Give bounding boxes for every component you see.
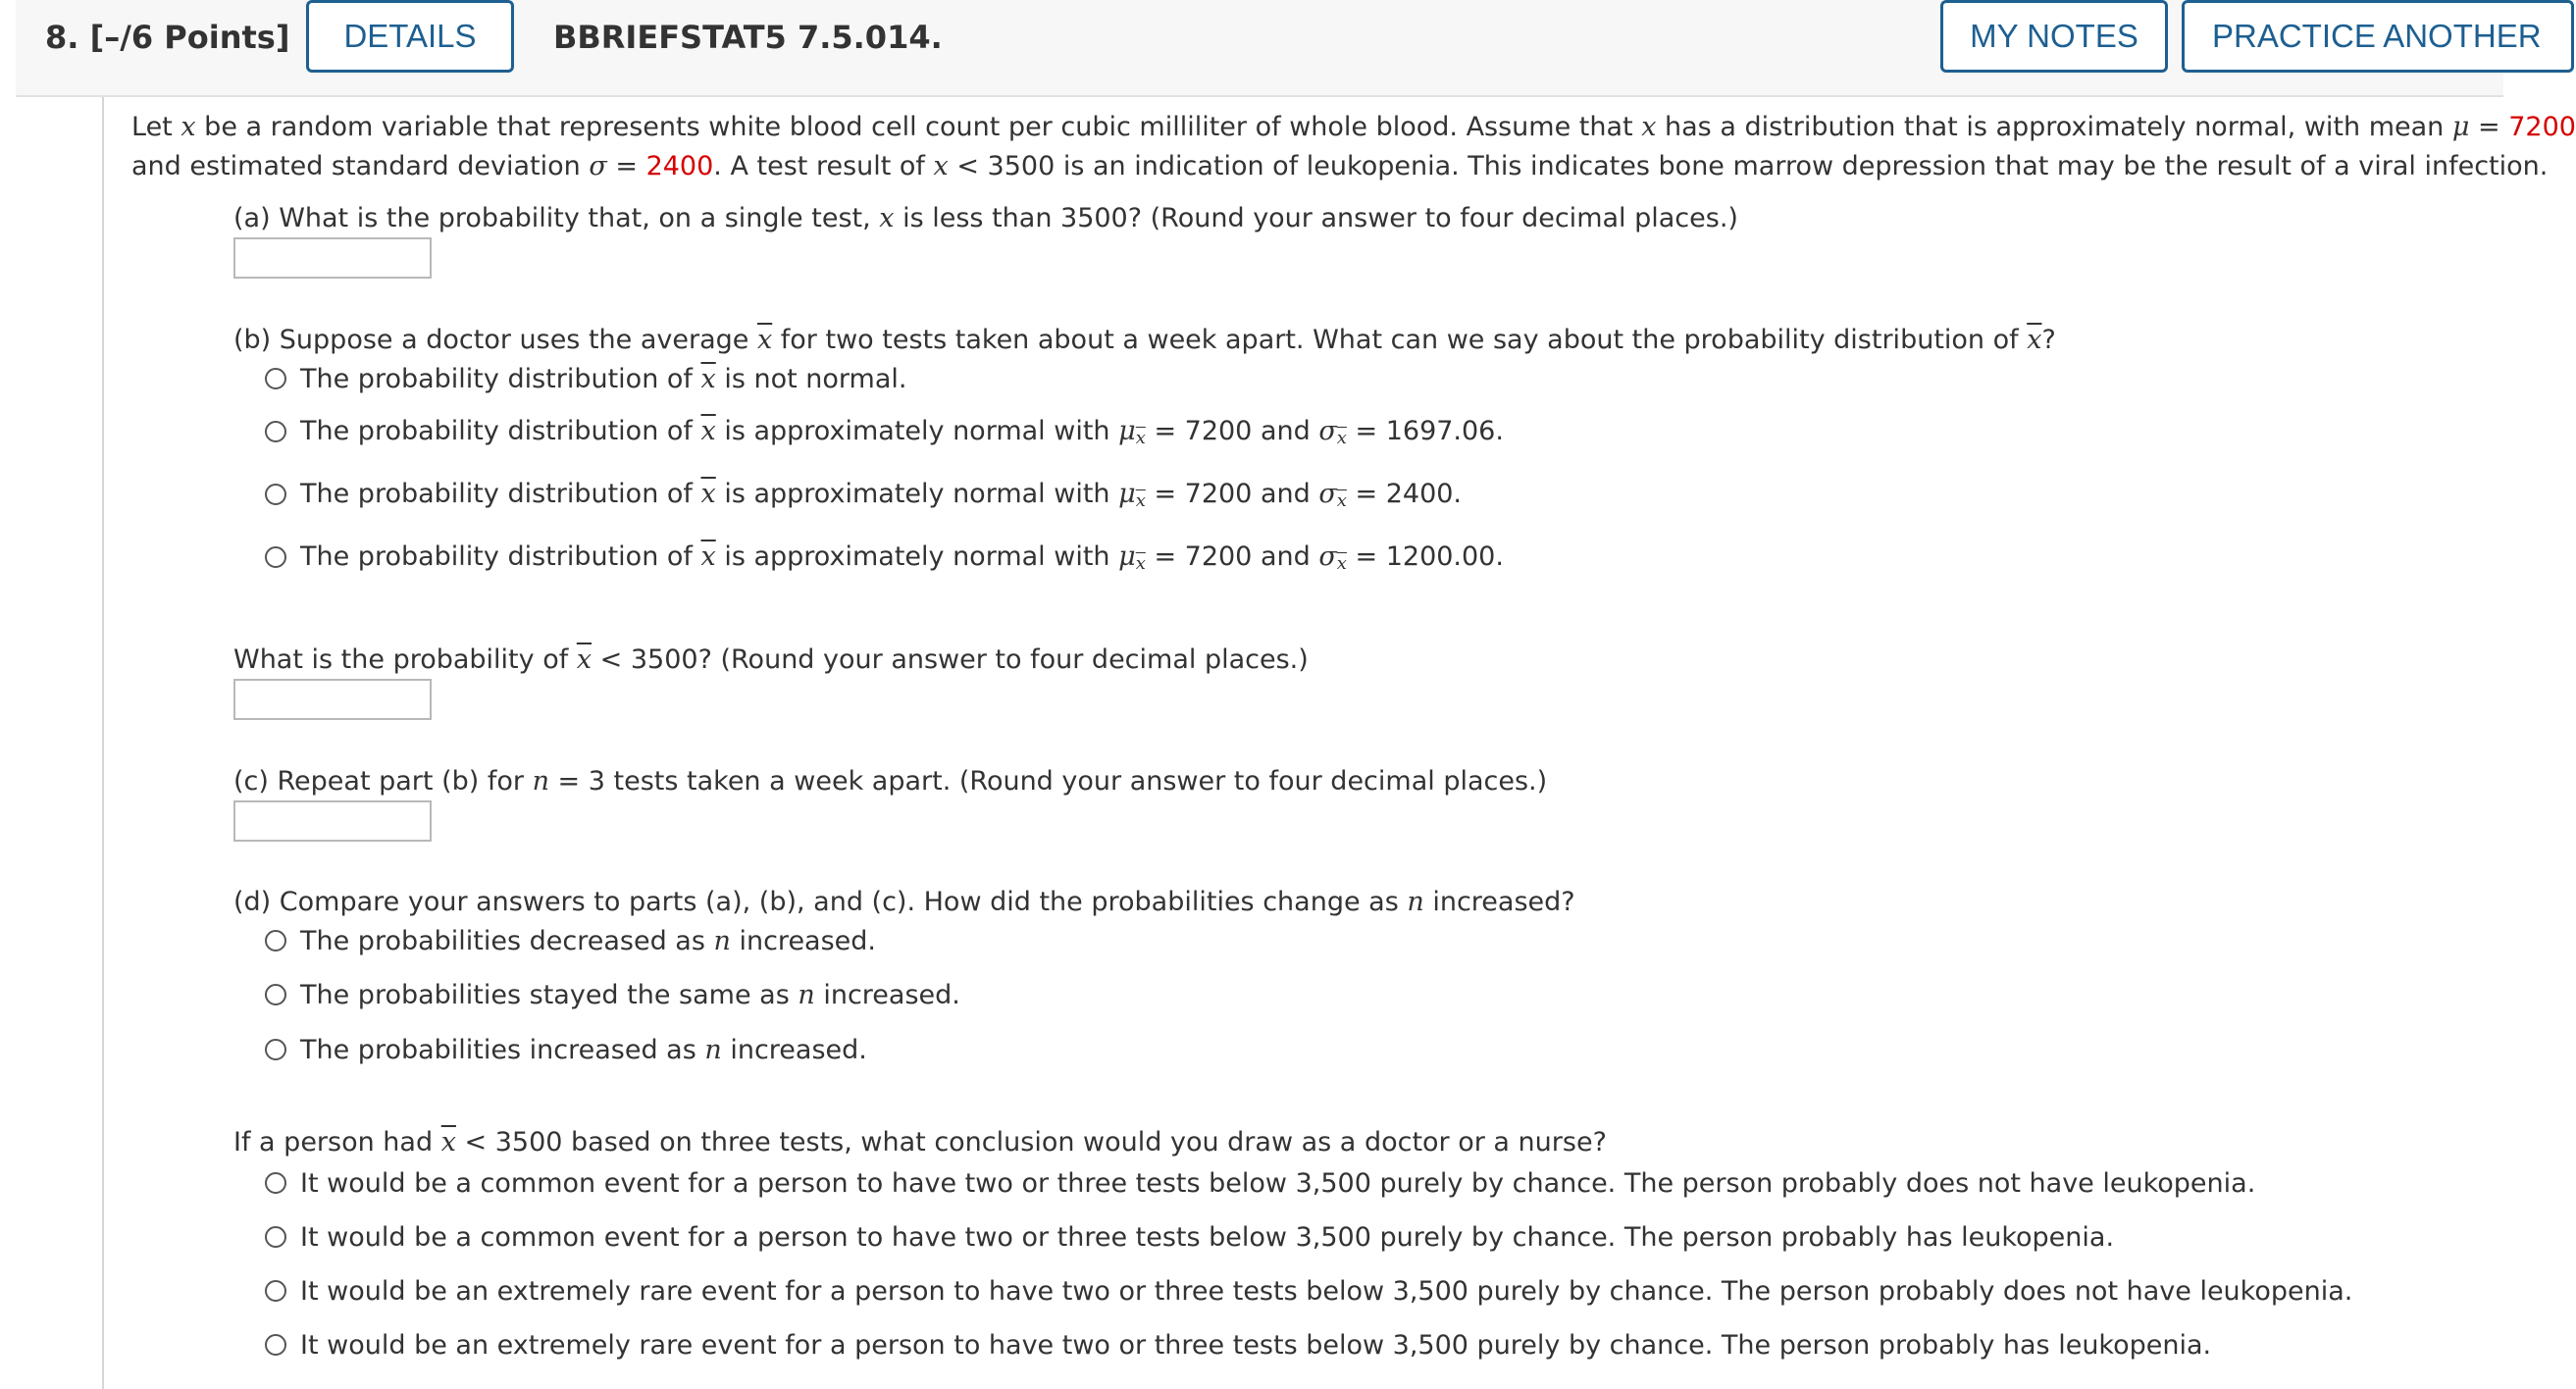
part-d-option-1[interactable]: The probabilities decreased as n increased. (265, 921, 876, 960)
part-a-question: (a) What is the probability that, on a single test, x is less than 3500? (Round your answer to four decimal places.) (233, 203, 1738, 233)
my-notes-button[interactable]: MY NOTES (1940, 0, 2168, 73)
intro-line-1: Let x be a random variable that represents white blood cell count per cubic milliliter of whole blood. Assume that x has a distribution that is approximately normal, with mean μ = 7200 (131, 112, 2576, 142)
practice-another-button[interactable]: PRACTICE ANOTHER (2182, 0, 2574, 73)
intro-line-2: and estimated standard deviation σ = 2400. A test result of x < 3500 is an indication of leukopenia. This indicates bone marrow depression that may be the result of a viral infection. (131, 151, 2549, 181)
part-c-question: (c) Repeat part (b) for n = 3 tests taken a week apart. (Round your answer to four decimal places.) (233, 766, 1548, 797)
points-label: [–/6 Points] (89, 19, 290, 56)
part-a-answer-input[interactable] (233, 237, 432, 279)
question-header (16, 0, 2542, 97)
radio-button[interactable] (265, 1226, 286, 1248)
radio-button[interactable] (265, 984, 286, 1005)
part-b-answer-input[interactable] (233, 679, 432, 720)
conclusion-option-3[interactable]: It would be an extremely rare event for a person to have two or three tests below 3,500 purely by chance. The person probably does not have leukopenia. (265, 1271, 2352, 1311)
details-button[interactable]: DETAILS (306, 0, 514, 73)
radio-button[interactable] (265, 1280, 286, 1302)
problem-code: BBRIEFSTAT5 7.5.014. (553, 19, 943, 56)
radio-button[interactable] (265, 368, 286, 389)
part-b-option-4[interactable]: The probability distribution of $\overline{x}$ is approximately normal with $\mu_{\overline{x}} = 7200$ and $\sigma_{\overline{x}} = 1200.00$. (265, 538, 1504, 577)
part-b-question: (b) Suppose a doctor uses the average $\overline{x}$ for two tests taken about a week apart. What can we say about the probability distribution of $\overline{x}$? (233, 325, 2056, 355)
part-b-option-3[interactable]: The probability distribution of $\overline{x}$ is approximately normal with $\mu_{\overline{x}} = 7200$ and $\sigma_{\overline{x}} = 2400$. (265, 475, 1462, 514)
radio-button[interactable] (265, 1334, 286, 1356)
part-d-option-3[interactable]: The probabilities increased as n increased. (265, 1030, 867, 1069)
sd-value: 2400 (645, 151, 714, 181)
radio-button[interactable] (265, 930, 286, 952)
left-border (102, 97, 104, 1389)
mean-value: 7200 (2508, 112, 2576, 142)
radio-button[interactable] (265, 421, 286, 442)
radio-button[interactable] (265, 1172, 286, 1194)
part-c-answer-input[interactable] (233, 800, 432, 842)
part-d-question: (d) Compare your answers to parts (a), (b), and (c). How did the probabilities change as n increased? (233, 887, 1575, 917)
question-number: 8. [–/6 Points] (45, 19, 290, 56)
radio-button[interactable] (265, 484, 286, 505)
conclusion-option-4[interactable]: It would be an extremely rare event for a person to have two or three tests below 3,500 purely by chance. The person probably has leukopenia. (265, 1325, 2211, 1364)
radio-button[interactable] (265, 546, 286, 568)
part-b-option-2[interactable]: The probability distribution of $\overline{x}$ is approximately normal with $\mu_{\overline{x}} = 7200$ and $\sigma_{\overline{x}} = 1697.06$. (265, 412, 1504, 451)
conclusion-question: If a person had $\overline{x} < 3500$ based on three tests, what conclusion would you draw as a doctor or a nurse? (233, 1127, 1607, 1158)
conclusion-option-1[interactable]: It would be a common event for a person to have two or three tests below 3,500 purely by chance. The person probably does not have leukopenia. (265, 1163, 2255, 1203)
conclusion-option-2[interactable]: It would be a common event for a person to have two or three tests below 3,500 purely by chance. The person probably has leukopenia. (265, 1217, 2114, 1257)
part-b-probability-question: What is the probability of $\overline{x} < 3500$? (Round your answer to four decimal places.) (233, 644, 1309, 675)
part-d-option-2[interactable]: The probabilities stayed the same as n increased. (265, 975, 960, 1014)
radio-button[interactable] (265, 1039, 286, 1060)
part-b-option-1[interactable]: The probability distribution of $\overline{x}$ is not normal. (265, 359, 906, 398)
